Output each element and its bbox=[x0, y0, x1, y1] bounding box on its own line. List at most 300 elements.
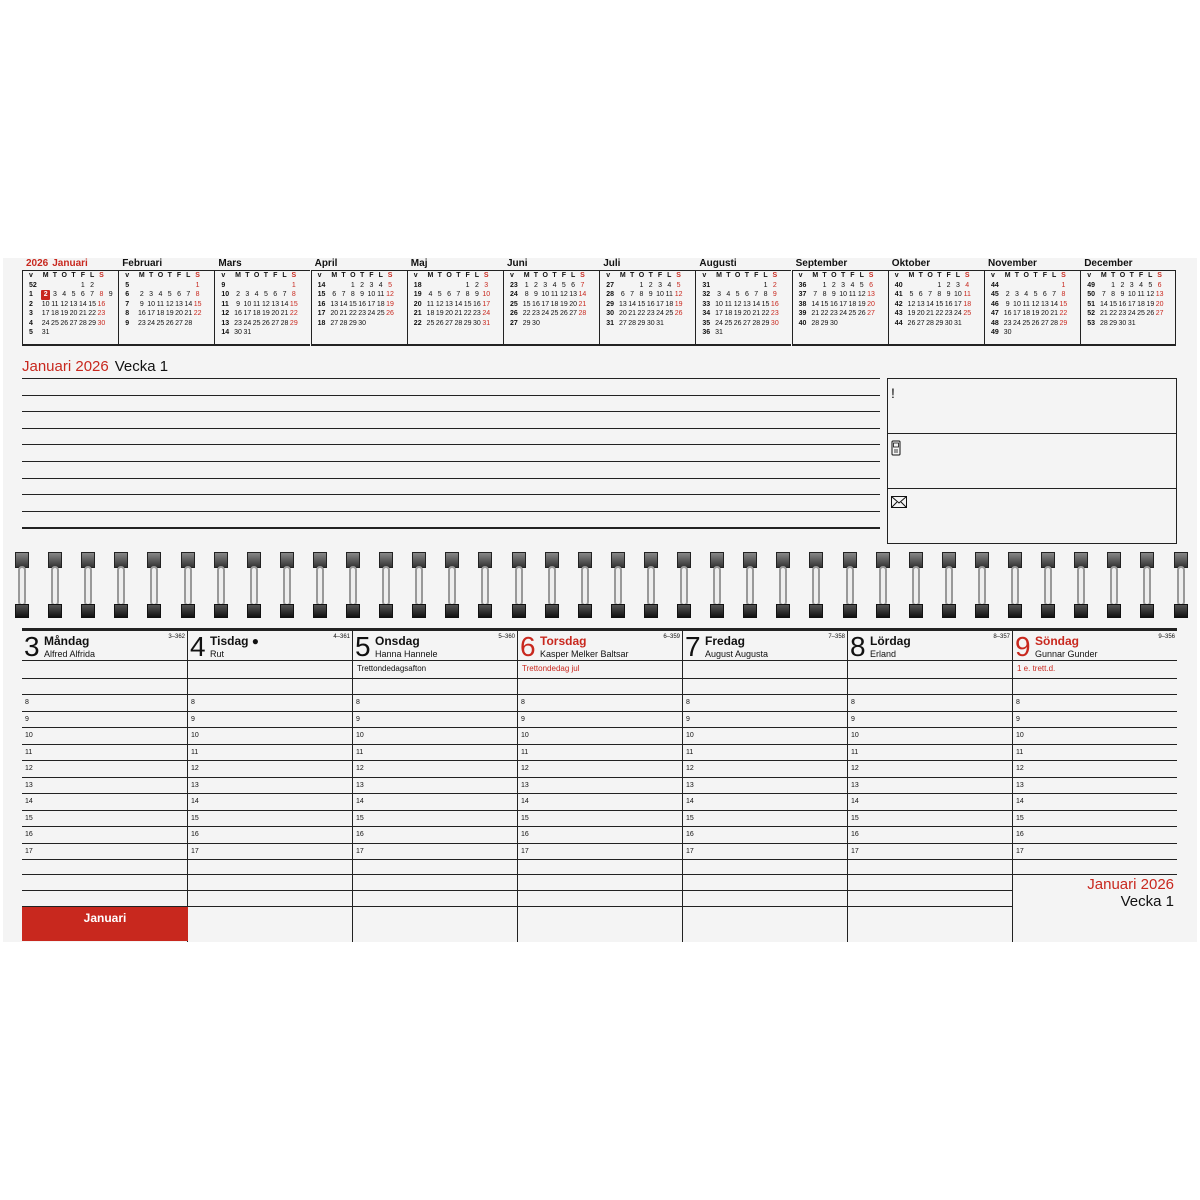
day-cell[interactable]: 26 bbox=[60, 319, 69, 327]
day-column-onsdag[interactable] bbox=[352, 628, 517, 942]
day-cell[interactable]: 28 bbox=[1050, 319, 1059, 327]
day-cell[interactable]: 9 bbox=[474, 291, 479, 298]
day-cell[interactable]: 17 bbox=[482, 300, 491, 308]
day-cell[interactable]: 31 bbox=[243, 329, 252, 336]
day-cell[interactable]: 25 bbox=[376, 310, 385, 317]
day-cell[interactable]: 25 bbox=[1137, 310, 1145, 317]
day-cell[interactable]: 14 bbox=[1099, 300, 1108, 308]
day-cell[interactable]: 10 bbox=[954, 291, 962, 298]
day-cell[interactable]: 27 bbox=[69, 319, 78, 327]
day-cell[interactable]: 11 bbox=[51, 300, 59, 308]
day-cell[interactable]: 3 bbox=[955, 281, 960, 289]
day-cell[interactable]: 5 bbox=[1148, 281, 1153, 289]
day-column-tisdag[interactable] bbox=[187, 628, 352, 942]
day-cell[interactable]: 10 bbox=[715, 300, 723, 308]
day-cell[interactable]: 14 bbox=[454, 300, 463, 308]
day-cell[interactable]: 7 bbox=[928, 291, 932, 298]
day-cell[interactable]: 12 bbox=[1146, 291, 1155, 298]
day-cell[interactable] bbox=[330, 281, 339, 291]
day-cell[interactable]: 1 bbox=[465, 281, 470, 289]
day-cell[interactable]: 16 bbox=[473, 300, 481, 308]
day-cell[interactable]: 2 bbox=[139, 291, 144, 298]
day-cell[interactable]: 23 bbox=[137, 319, 146, 327]
day-cell[interactable]: 29 bbox=[289, 319, 298, 327]
day-cell[interactable]: 22 bbox=[761, 310, 770, 317]
day-cell[interactable]: 8 bbox=[763, 291, 768, 298]
day-cell[interactable]: 19 bbox=[733, 310, 742, 317]
day-cell[interactable]: 9 bbox=[108, 291, 113, 298]
day-cell[interactable]: 25 bbox=[963, 310, 972, 317]
day-cell[interactable]: 18 bbox=[252, 310, 261, 317]
day-cell[interactable]: 26 bbox=[733, 319, 742, 327]
day-cell[interactable] bbox=[1012, 281, 1021, 291]
day-cell[interactable]: 5 bbox=[735, 291, 740, 298]
day-cell[interactable]: 29 bbox=[820, 319, 829, 327]
day-cell[interactable]: 21 bbox=[1099, 310, 1108, 317]
day-cell[interactable]: 13 bbox=[916, 300, 925, 308]
day-cell[interactable]: 1 bbox=[937, 281, 942, 289]
day-cell[interactable]: 27 bbox=[175, 319, 183, 327]
day-cell[interactable]: 13 bbox=[1040, 300, 1049, 308]
day-cell[interactable]: 30 bbox=[234, 329, 242, 336]
day-cell[interactable]: 15 bbox=[193, 300, 202, 308]
day-cell[interactable]: 5 bbox=[561, 281, 566, 289]
day-cell[interactable]: 6 bbox=[744, 291, 749, 298]
day-cell[interactable]: 24 bbox=[147, 319, 156, 327]
day-cell[interactable]: 10 bbox=[1013, 300, 1021, 308]
day-cell[interactable] bbox=[174, 281, 183, 291]
day-cell[interactable]: 24 bbox=[541, 310, 550, 317]
day-cell[interactable]: 12 bbox=[165, 300, 174, 308]
day-cell[interactable]: 20 bbox=[445, 310, 453, 317]
day-cell[interactable]: 18 bbox=[426, 310, 435, 317]
day-cell[interactable]: 6 bbox=[869, 281, 873, 289]
day-cell[interactable]: 28 bbox=[628, 319, 637, 327]
day-cell[interactable]: 19 bbox=[857, 300, 866, 308]
day-cell[interactable]: 13 bbox=[69, 300, 78, 308]
day-cell[interactable]: 31 bbox=[715, 329, 723, 336]
day-cell[interactable] bbox=[1003, 281, 1012, 291]
day-cell[interactable]: 31 bbox=[656, 319, 664, 327]
day-cell[interactable]: 22 bbox=[289, 310, 298, 317]
day-cell[interactable]: 30 bbox=[646, 319, 655, 327]
day-cell[interactable]: 11 bbox=[963, 291, 971, 298]
day-cell[interactable]: 2 bbox=[831, 281, 836, 289]
day-cell[interactable]: 12 bbox=[1031, 300, 1040, 308]
day-cell[interactable]: 20 bbox=[1040, 310, 1049, 317]
day-cell[interactable]: 10 bbox=[541, 291, 550, 298]
day-cell[interactable]: 13 bbox=[618, 300, 627, 308]
day-cell[interactable]: 17 bbox=[1127, 300, 1136, 308]
day-cell[interactable]: 16 bbox=[358, 300, 367, 308]
day-cell[interactable]: 3 bbox=[1129, 281, 1134, 289]
day-cell[interactable]: 16 bbox=[646, 300, 655, 308]
day-cell[interactable]: 1 bbox=[822, 281, 827, 289]
day-cell[interactable]: 1 bbox=[80, 281, 85, 289]
day-cell[interactable]: 15 bbox=[1109, 300, 1118, 308]
day-cell[interactable]: 14 bbox=[578, 291, 587, 298]
day-cell[interactable]: 19 bbox=[674, 300, 683, 308]
day-cell[interactable]: 11 bbox=[156, 300, 165, 308]
day-cell[interactable]: 24 bbox=[1013, 319, 1021, 327]
day-cell[interactable]: 9 bbox=[139, 300, 144, 308]
day-cell[interactable]: 25 bbox=[51, 319, 59, 327]
day-cell[interactable]: 17 bbox=[41, 310, 50, 317]
phone-box[interactable] bbox=[888, 434, 1176, 489]
day-cell[interactable]: 21 bbox=[628, 310, 637, 317]
day-cell[interactable]: 2 bbox=[946, 281, 951, 289]
day-cell[interactable] bbox=[742, 281, 751, 291]
day-cell[interactable]: 21 bbox=[926, 310, 934, 317]
day-cell[interactable]: 9 bbox=[360, 291, 365, 298]
day-cell[interactable] bbox=[233, 281, 242, 291]
day-cell[interactable]: 31 bbox=[954, 319, 962, 327]
day-cell[interactable]: 26 bbox=[1146, 310, 1155, 317]
day-cell[interactable]: 27 bbox=[743, 319, 751, 327]
day-cell[interactable]: 6 bbox=[177, 291, 181, 298]
day-cell[interactable]: 13 bbox=[445, 300, 453, 308]
day-cell[interactable]: 28 bbox=[752, 319, 761, 327]
day-cell[interactable]: 24 bbox=[656, 310, 664, 317]
day-cell[interactable]: 11 bbox=[724, 300, 732, 308]
day-column-lördag[interactable] bbox=[847, 628, 1012, 942]
day-cell[interactable]: 30 bbox=[1003, 329, 1012, 336]
day-cell[interactable]: 6 bbox=[447, 291, 451, 298]
day-cell[interactable] bbox=[41, 281, 50, 291]
day-cell[interactable]: 4 bbox=[254, 291, 259, 298]
day-cell[interactable]: 20 bbox=[175, 310, 183, 317]
day-cell[interactable]: 30 bbox=[97, 319, 106, 327]
day-cell[interactable]: 25 bbox=[550, 310, 559, 317]
day-cell[interactable]: 17 bbox=[715, 310, 723, 317]
day-cell[interactable]: 3 bbox=[369, 281, 374, 289]
day-cell[interactable]: 26 bbox=[262, 319, 270, 327]
day-cell[interactable]: 30 bbox=[473, 319, 481, 327]
day-cell[interactable]: 9 bbox=[648, 291, 653, 298]
day-cell[interactable]: 4 bbox=[965, 281, 970, 289]
day-cell[interactable]: 2 bbox=[90, 281, 95, 289]
day-cell[interactable]: 5 bbox=[263, 291, 268, 298]
day-cell[interactable]: 27 bbox=[569, 310, 578, 317]
day-cell[interactable]: 29 bbox=[637, 319, 646, 327]
day-cell[interactable]: 23 bbox=[1003, 319, 1012, 327]
day-cell[interactable]: 21 bbox=[454, 310, 463, 317]
day-cell[interactable]: 7 bbox=[580, 281, 585, 289]
day-cell[interactable]: 18 bbox=[51, 310, 59, 317]
day-cell[interactable]: 26 bbox=[907, 319, 916, 327]
day-cell[interactable]: 9 bbox=[831, 291, 836, 298]
day-cell[interactable]: 5 bbox=[676, 281, 681, 289]
day-cell[interactable] bbox=[811, 281, 820, 291]
day-cell[interactable]: 17 bbox=[954, 300, 962, 308]
day-cell[interactable]: 31 bbox=[482, 319, 491, 327]
day-cell[interactable]: 27 bbox=[330, 319, 339, 327]
day-cell[interactable] bbox=[733, 281, 742, 291]
day-cell[interactable]: 6 bbox=[80, 291, 85, 298]
day-cell[interactable]: 26 bbox=[386, 310, 394, 317]
day-cell[interactable]: 10 bbox=[839, 291, 848, 298]
day-cell[interactable]: 31 bbox=[41, 329, 50, 336]
day-cell[interactable]: 6 bbox=[1157, 281, 1162, 289]
day-cell[interactable]: 7 bbox=[813, 291, 818, 298]
day-cell[interactable]: 30 bbox=[532, 319, 540, 327]
day-cell[interactable]: 5 bbox=[167, 291, 172, 298]
day-cell[interactable]: 23 bbox=[532, 310, 540, 317]
day-cell[interactable]: 22 bbox=[1109, 310, 1118, 317]
day-cell[interactable]: 12 bbox=[857, 291, 866, 298]
day-cell[interactable]: 30 bbox=[829, 319, 838, 327]
day-cell[interactable]: 20 bbox=[1155, 300, 1164, 308]
day-cell[interactable]: 29 bbox=[761, 319, 770, 327]
day-cell[interactable]: 28 bbox=[1099, 319, 1108, 327]
day-cell[interactable]: 23 bbox=[234, 319, 242, 327]
day-cell[interactable]: 28 bbox=[578, 310, 587, 317]
day-cell[interactable]: 19 bbox=[1031, 310, 1040, 317]
day-cell[interactable]: 19 bbox=[435, 310, 444, 317]
day-cell[interactable] bbox=[714, 281, 723, 291]
day-cell[interactable]: 17 bbox=[1013, 310, 1021, 317]
day-cell[interactable] bbox=[146, 281, 155, 291]
day-cell[interactable]: 22 bbox=[348, 310, 357, 317]
day-cell[interactable] bbox=[752, 281, 761, 291]
day-cell[interactable] bbox=[627, 281, 636, 291]
day-cell[interactable]: 2 bbox=[533, 281, 538, 289]
day-cell[interactable]: 6 bbox=[918, 291, 923, 298]
day-cell[interactable]: 28 bbox=[454, 319, 463, 327]
day-cell[interactable]: 7 bbox=[456, 291, 461, 298]
day-cell[interactable]: 11 bbox=[550, 291, 559, 298]
day-cell[interactable]: 14 bbox=[628, 300, 637, 308]
day-cell[interactable]: 22 bbox=[463, 310, 472, 317]
day-cell[interactable]: 2 bbox=[41, 290, 50, 300]
day-cell[interactable]: 30 bbox=[358, 319, 367, 327]
day-cell[interactable]: 6 bbox=[620, 291, 625, 298]
day-cell[interactable]: 24 bbox=[243, 319, 252, 327]
day-cell[interactable]: 16 bbox=[1118, 300, 1127, 308]
day-cell[interactable]: 17 bbox=[656, 300, 664, 308]
day-cell[interactable]: 13 bbox=[867, 291, 875, 298]
day-cell[interactable]: 11 bbox=[848, 291, 857, 298]
day-cell[interactable]: 1 bbox=[1061, 281, 1066, 289]
day-cell[interactable]: 7 bbox=[1052, 291, 1057, 298]
day-cell[interactable]: 18 bbox=[1137, 300, 1145, 308]
day-cell[interactable]: 10 bbox=[1127, 291, 1136, 298]
day-cell[interactable]: 17 bbox=[839, 300, 848, 308]
day-cell[interactable]: 1 bbox=[763, 281, 768, 289]
day-cell[interactable]: 26 bbox=[559, 310, 568, 317]
day-cell[interactable]: 12 bbox=[907, 300, 916, 308]
day-cell[interactable]: 21 bbox=[578, 300, 587, 308]
day-cell[interactable]: 4 bbox=[62, 291, 67, 298]
day-cell[interactable]: 29 bbox=[1109, 319, 1118, 327]
day-cell[interactable]: 23 bbox=[829, 310, 838, 317]
day-cell[interactable]: 20 bbox=[330, 310, 339, 317]
day-cell[interactable]: 2 bbox=[772, 281, 777, 289]
day-cell[interactable]: 1 bbox=[350, 281, 355, 289]
day-cell[interactable] bbox=[1040, 281, 1049, 291]
day-cell[interactable]: 6 bbox=[571, 281, 576, 289]
day-cell[interactable]: 11 bbox=[1137, 291, 1145, 298]
day-cell[interactable] bbox=[243, 281, 252, 291]
day-cell[interactable]: 13 bbox=[175, 300, 183, 308]
day-cell[interactable]: 18 bbox=[550, 300, 559, 308]
day-cell[interactable]: 19 bbox=[559, 300, 568, 308]
day-cell[interactable]: 5 bbox=[71, 291, 76, 298]
day-cell[interactable]: 16 bbox=[944, 300, 953, 308]
day-cell[interactable]: 7 bbox=[630, 291, 635, 298]
day-cell[interactable]: 21 bbox=[78, 310, 87, 317]
day-cell[interactable]: 5 bbox=[388, 281, 392, 289]
day-cell[interactable]: 26 bbox=[435, 319, 444, 327]
day-cell[interactable]: 6 bbox=[332, 291, 337, 298]
day-cell[interactable]: 3 bbox=[52, 291, 57, 298]
day-cell[interactable]: 3 bbox=[658, 281, 662, 289]
day-cell[interactable]: 24 bbox=[839, 310, 848, 317]
day-cell[interactable] bbox=[907, 281, 916, 291]
day-cell[interactable]: 30 bbox=[944, 319, 953, 327]
day-cell[interactable]: 14 bbox=[78, 300, 87, 308]
day-cell[interactable]: 2 bbox=[1005, 291, 1010, 298]
day-cell[interactable]: 17 bbox=[243, 310, 252, 317]
day-cell[interactable]: 18 bbox=[724, 310, 733, 317]
day-cell[interactable]: 18 bbox=[156, 310, 165, 317]
day-cell[interactable]: 25 bbox=[724, 319, 733, 327]
day-cell[interactable]: 11 bbox=[1022, 300, 1030, 308]
day-cell[interactable]: 27 bbox=[1155, 310, 1164, 317]
day-cell[interactable]: 10 bbox=[656, 291, 664, 298]
day-column-måndag[interactable] bbox=[22, 628, 187, 942]
day-cell[interactable]: 18 bbox=[848, 300, 857, 308]
day-cell[interactable]: 8 bbox=[465, 291, 470, 298]
day-cell[interactable]: 3 bbox=[1014, 291, 1019, 298]
day-cell[interactable]: 16 bbox=[829, 300, 838, 308]
day-cell[interactable]: 22 bbox=[820, 310, 829, 317]
day-cell[interactable]: 3 bbox=[149, 291, 154, 298]
day-cell[interactable]: 28 bbox=[184, 319, 193, 327]
day-cell[interactable]: 1 bbox=[639, 281, 644, 289]
day-cell[interactable]: 8 bbox=[1111, 291, 1116, 298]
day-cell[interactable]: 19 bbox=[386, 300, 394, 308]
day-cell[interactable]: 11 bbox=[665, 291, 673, 298]
day-cell[interactable]: 16 bbox=[137, 310, 146, 317]
day-cell[interactable]: 13 bbox=[569, 291, 578, 298]
day-cell[interactable]: 10 bbox=[367, 291, 376, 298]
day-cell[interactable]: 24 bbox=[954, 310, 962, 317]
day-cell[interactable]: 25 bbox=[252, 319, 261, 327]
day-cell[interactable]: 21 bbox=[811, 310, 820, 317]
day-cell[interactable] bbox=[925, 281, 934, 291]
day-cell[interactable]: 20 bbox=[618, 310, 627, 317]
day-cell[interactable]: 29 bbox=[1059, 319, 1068, 327]
day-cell[interactable] bbox=[339, 281, 348, 291]
day-cell[interactable]: 20 bbox=[743, 310, 751, 317]
day-cell[interactable]: 3 bbox=[484, 281, 489, 289]
day-cell[interactable]: 12 bbox=[386, 291, 394, 298]
day-cell[interactable]: 8 bbox=[639, 291, 644, 298]
day-cell[interactable]: 18 bbox=[665, 300, 674, 308]
day-cell[interactable]: 26 bbox=[165, 319, 174, 327]
day-cell[interactable]: 9 bbox=[1120, 291, 1125, 298]
day-cell[interactable]: 16 bbox=[770, 300, 779, 308]
day-cell[interactable]: 30 bbox=[1118, 319, 1127, 327]
day-cell[interactable]: 12 bbox=[674, 291, 683, 298]
day-cell[interactable]: 22 bbox=[193, 310, 202, 317]
day-cell[interactable]: 28 bbox=[811, 319, 820, 327]
day-cell[interactable]: 1 bbox=[291, 281, 296, 289]
day-cell[interactable]: 6 bbox=[273, 291, 278, 298]
day-cell[interactable]: 4 bbox=[378, 281, 383, 289]
day-cell[interactable]: 31 bbox=[1127, 319, 1136, 327]
day-cell[interactable]: 13 bbox=[1155, 291, 1164, 298]
day-cell[interactable]: 28 bbox=[280, 319, 289, 327]
day-cell[interactable]: 3 bbox=[841, 281, 846, 289]
day-cell[interactable] bbox=[280, 281, 289, 291]
day-cell[interactable]: 18 bbox=[963, 300, 972, 308]
day-cell[interactable] bbox=[916, 281, 925, 291]
day-cell[interactable]: 18 bbox=[376, 300, 385, 308]
day-cell[interactable]: 4 bbox=[158, 291, 163, 298]
day-cell[interactable]: 18 bbox=[1022, 310, 1031, 317]
day-cell[interactable] bbox=[618, 281, 627, 291]
day-cell[interactable]: 21 bbox=[184, 310, 193, 317]
day-cell[interactable]: 24 bbox=[367, 310, 376, 317]
notes-area[interactable] bbox=[22, 378, 880, 544]
day-cell[interactable]: 14 bbox=[1050, 300, 1059, 308]
day-cell[interactable]: 14 bbox=[184, 300, 193, 308]
day-cell[interactable] bbox=[271, 281, 280, 291]
day-cell[interactable]: 1 bbox=[1111, 281, 1116, 289]
day-cell[interactable]: 2 bbox=[648, 281, 653, 289]
day-cell[interactable]: 11 bbox=[252, 300, 261, 308]
mail-box[interactable] bbox=[888, 489, 1176, 543]
day-cell[interactable]: 16 bbox=[97, 300, 106, 308]
day-cell[interactable]: 20 bbox=[69, 310, 78, 317]
day-cell[interactable] bbox=[184, 281, 193, 291]
day-cell[interactable] bbox=[1022, 281, 1031, 291]
day-cell[interactable]: 5 bbox=[859, 281, 864, 289]
day-cell[interactable] bbox=[454, 281, 463, 291]
day-cell[interactable] bbox=[156, 281, 165, 291]
day-cell[interactable]: 25 bbox=[1022, 319, 1031, 327]
day-cell[interactable]: 29 bbox=[348, 319, 357, 327]
day-cell[interactable]: 19 bbox=[262, 310, 270, 317]
day-cell[interactable]: 15 bbox=[463, 300, 472, 308]
day-cell[interactable]: 15 bbox=[88, 300, 97, 308]
day-cell[interactable]: 21 bbox=[1050, 310, 1059, 317]
day-cell[interactable]: 27 bbox=[618, 319, 627, 327]
day-cell[interactable]: 25 bbox=[426, 319, 435, 327]
day-column-fredag[interactable] bbox=[682, 628, 847, 942]
day-cell[interactable]: 12 bbox=[733, 300, 742, 308]
day-cell[interactable]: 26 bbox=[857, 310, 866, 317]
day-cell[interactable]: 8 bbox=[99, 291, 104, 298]
day-cell[interactable]: 5 bbox=[909, 291, 914, 298]
day-cell[interactable] bbox=[426, 281, 435, 291]
day-cell[interactable] bbox=[50, 281, 59, 291]
day-cell[interactable]: 25 bbox=[665, 310, 674, 317]
day-cell[interactable]: 9 bbox=[1005, 300, 1010, 308]
day-cell[interactable]: 21 bbox=[752, 310, 761, 317]
day-cell[interactable]: 23 bbox=[473, 310, 481, 317]
day-cell[interactable]: 3 bbox=[543, 281, 548, 289]
day-cell[interactable]: 10 bbox=[41, 300, 50, 308]
day-cell[interactable] bbox=[137, 281, 146, 291]
day-cell[interactable]: 20 bbox=[271, 310, 280, 317]
day-cell[interactable]: 14 bbox=[339, 300, 348, 308]
day-cell[interactable]: 30 bbox=[770, 319, 779, 327]
day-cell[interactable]: 16 bbox=[532, 300, 540, 308]
day-cell[interactable]: 9 bbox=[533, 291, 538, 298]
